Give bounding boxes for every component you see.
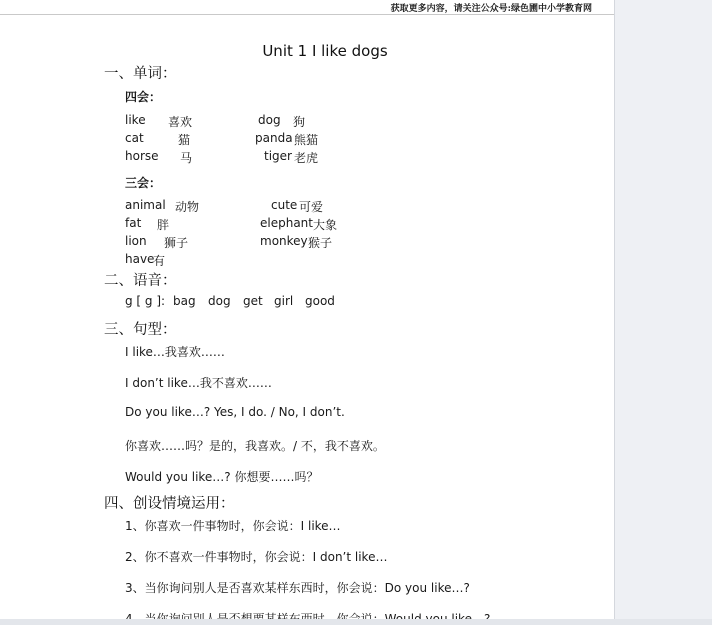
word-en: lion <box>125 234 147 248</box>
section-words-heading: 一、单词： <box>104 66 177 82</box>
word-zh: 胖 <box>157 218 170 232</box>
word-zh: 猫 <box>178 133 191 147</box>
word-en: dog <box>258 113 281 127</box>
section-patterns-heading: 三、句型： <box>104 322 177 338</box>
three-skill-label: 三会： <box>125 176 162 190</box>
word-en: cat <box>125 131 144 145</box>
word-en: have <box>125 252 155 266</box>
phonics-word: dog <box>208 294 231 308</box>
word-en: tiger <box>264 149 292 163</box>
word-zh: 狗 <box>293 115 306 129</box>
scenario-line: 3、当你询问别人是否喜欢某样东西时，你会说：Do you like…? <box>125 581 470 595</box>
word-zh: 熊猫 <box>294 133 319 147</box>
viewer-bottom-strip <box>0 619 712 625</box>
four-skill-label: 四会： <box>125 90 162 104</box>
section-pronunciation-heading: 二、语音： <box>104 273 177 289</box>
word-en: animal <box>125 198 166 212</box>
phonics-letter: g [ g ]: <box>125 294 166 308</box>
phonics-word: good <box>305 294 335 308</box>
word-zh: 大象 <box>313 218 338 232</box>
phonics-word: bag <box>173 294 196 308</box>
word-zh: 动物 <box>175 200 200 214</box>
word-en: panda <box>255 131 293 145</box>
scenario-line: 1、你喜欢一件事物时，你会说：I like… <box>125 519 341 533</box>
word-en: cute <box>271 198 298 212</box>
phonics-word: girl <box>274 294 294 308</box>
scenario-line: 2、你不喜欢一件事物时，你会说：I don’t like… <box>125 550 388 564</box>
pattern-line: 你喜欢……吗？是的，我喜欢。/ 不，我不喜欢。 <box>125 439 385 453</box>
word-zh: 狮子 <box>164 236 189 250</box>
word-en: like <box>125 113 146 127</box>
pattern-line: Do you like…? Yes, I do. / No, I don’t. <box>125 405 345 419</box>
word-zh: 可爱 <box>299 200 324 214</box>
word-zh: 马 <box>180 151 193 165</box>
pattern-line: I like…我喜欢…… <box>125 345 225 359</box>
word-en: elephant <box>260 216 313 230</box>
pattern-line: Would you like…? 你想要……吗？ <box>125 470 319 484</box>
word-zh: 猴子 <box>308 236 333 250</box>
word-en: monkey <box>260 234 308 248</box>
word-zh: 喜欢 <box>168 115 193 129</box>
phonics-word: get <box>243 294 263 308</box>
header-note: 获取更多内容，请关注公众号:绿色圃中小学教育网 <box>390 4 592 14</box>
page-title: Unit 1 I like dogs <box>262 42 388 60</box>
pattern-line: I don’t like…我不喜欢…… <box>125 376 272 390</box>
word-en: horse <box>125 149 159 163</box>
header-divider <box>0 14 614 15</box>
word-en: fat <box>125 216 142 230</box>
word-zh: 有 <box>153 254 166 268</box>
section-scenarios-heading: 四、创设情境运用： <box>104 496 235 512</box>
word-zh: 老虎 <box>294 151 319 165</box>
